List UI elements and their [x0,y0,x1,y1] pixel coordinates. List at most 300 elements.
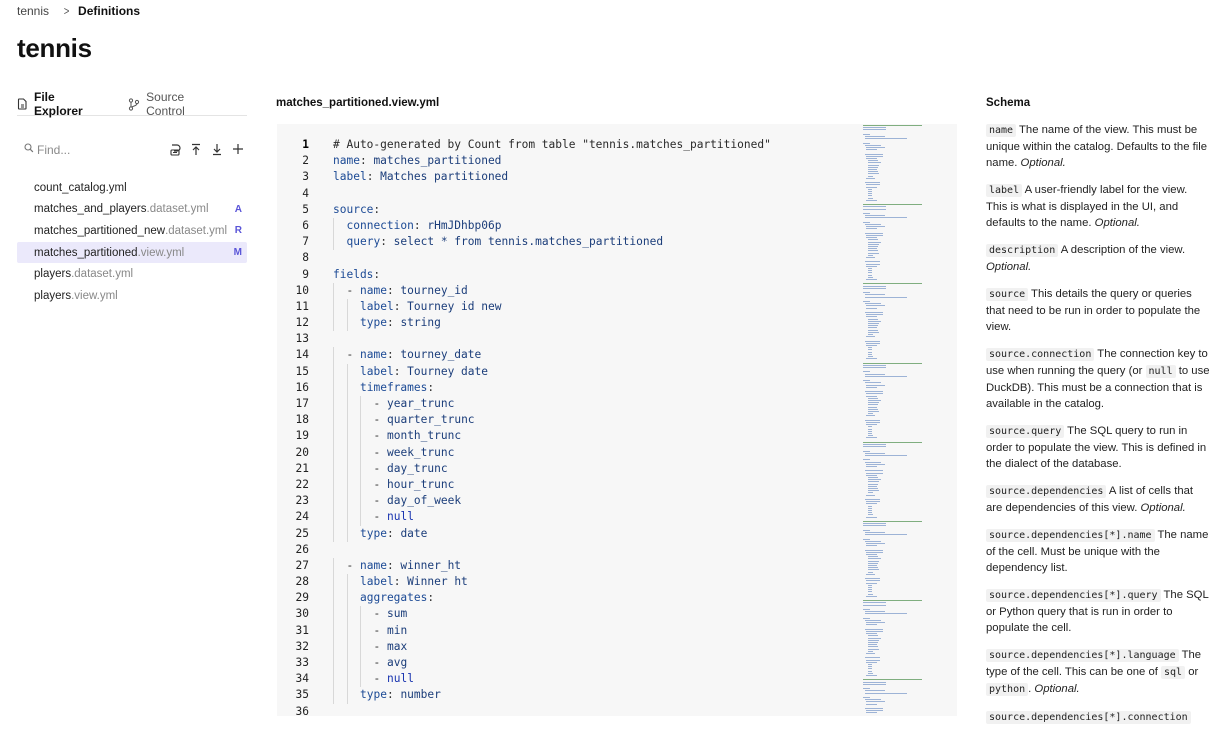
line-number: 7 [302,235,309,249]
file-extension: .view.yml [137,246,185,259]
code-line[interactable] [277,315,957,331]
minimap-line [868,275,873,276]
minimap-line [868,352,873,353]
minimap-line [868,176,873,177]
minimap-line [863,451,870,452]
minimap-line [863,446,886,447]
schema-description: A user-friendly label for the view. This is what is displayed in the UI, and defaults to the name. [986,184,1188,229]
code-colon: : [427,591,441,605]
indent-guide [333,396,334,412]
minimap-line [868,565,878,566]
minimap-line [865,312,883,313]
minimap-line [866,396,877,397]
code-text [347,283,468,299]
file-item[interactable] [17,177,247,199]
code-text [374,428,462,444]
indent-guide [333,428,334,444]
minimap-line [868,506,873,507]
code-dash: - [373,494,387,508]
minimap-line [866,473,883,474]
line-number: 1 [302,138,309,151]
tab-file-explorer-label: File Explorer [34,90,83,118]
code-line[interactable] [277,267,957,283]
code-line[interactable] [277,590,957,606]
schema-entry [986,242,1210,275]
file-item[interactable] [17,285,247,307]
minimap-line [863,213,870,214]
minimap-line [863,459,870,460]
code-line[interactable] [277,704,957,720]
minimap-line [868,411,880,412]
code-line[interactable] [277,526,957,542]
minimap-line [868,404,879,405]
minimap-line [866,343,880,344]
code-line[interactable] [277,623,957,639]
editor-minimap[interactable] [863,124,933,716]
line-number: 17 [295,397,309,410]
indent-guide [347,526,348,542]
minimap-line [868,642,879,643]
minimap-line [865,391,883,392]
minimap-line [866,178,875,179]
code-line[interactable] [277,202,957,218]
minimap-line [866,387,877,388]
code-comment: # Auto-generated by Count from table "tennis.matches_partitioned" [333,138,771,151]
code-line[interactable] [277,186,957,202]
duckdb-icon[interactable] [168,141,182,157]
minimap-line [865,138,907,139]
minimap-line [863,525,886,526]
code-line[interactable] [277,331,957,347]
minimap-line [865,182,880,183]
find-input[interactable] [37,141,157,158]
download-icon[interactable] [210,141,224,157]
indent-guide [333,623,334,639]
schema-key: source.connection [986,348,1094,361]
schema-entry [986,709,1210,726]
tab-file-explorer[interactable] [17,92,100,116]
code-colon: : [386,348,401,362]
minimap-line [868,277,873,278]
minimap-line [863,134,870,135]
minimap-line [866,662,877,663]
code-text [347,234,664,250]
schema-description: The type of the cell. This can be one of [986,649,1202,678]
minimap-line [868,510,873,511]
code-line[interactable] [277,574,957,590]
file-name: count_catalog.yml [34,181,127,194]
code-dash: - [346,348,360,362]
code-line[interactable] [277,655,957,671]
minimap-line [866,158,877,159]
minimap-line [868,195,873,196]
code-dash: - [346,283,360,297]
minimap-line [868,638,882,639]
file-item[interactable] [17,220,247,242]
minimap-line [868,349,873,350]
line-number: 10 [295,283,309,297]
minimap-line [866,345,877,346]
minimap-line [868,193,873,194]
code-colon: : [366,170,381,184]
minimap-line [868,255,873,256]
code-value: quarter_trunc [386,413,475,427]
minimap-line [866,279,877,280]
minimap-line [868,268,873,269]
minimap-line [863,530,870,531]
minimap-line [865,611,886,612]
indent-guide [347,493,348,509]
line-number: 29 [295,591,309,605]
minimap-line [863,125,922,126]
code-key: type [360,526,387,540]
minimap-line [868,321,882,322]
minimap-line [865,613,907,614]
code-line[interactable] [277,380,957,396]
code-dash: - [373,656,387,669]
minimap-line [866,393,883,394]
indent-guide [333,526,334,542]
minimap-line [865,455,907,456]
file-item[interactable] [17,263,247,285]
code-lines[interactable] [277,137,957,720]
line-number: 20 [295,445,309,459]
minimap-line [866,237,877,238]
minimap-line [863,442,922,443]
minimap-line [866,583,877,584]
minimap-line [865,154,883,155]
file-item[interactable] [17,242,247,264]
minimap-line [868,162,882,163]
code-value: null [386,510,414,524]
line-number: 25 [295,526,309,540]
minimap-line [868,160,879,161]
indent-guide [347,477,348,493]
code-value: month_trunc [386,429,462,443]
minimap-line [866,424,877,425]
minimap-line [866,660,880,661]
minimap-line [868,572,873,573]
code-text [333,153,501,169]
code-text [374,509,414,525]
line-number: 4 [302,186,309,200]
code-value: rHmJDhbp06p [427,218,502,232]
minimap-line [865,376,907,377]
code-line[interactable] [277,606,957,622]
schema-key: null [1146,365,1176,378]
code-colon: : [386,688,401,702]
minimap-line [863,127,886,128]
minimap-line [863,684,886,685]
code-line[interactable] [277,461,957,477]
code-colon: : [386,526,401,540]
line-number: 3 [302,170,309,184]
indent-guide [347,623,348,639]
indent-guide [333,558,334,574]
minimap-line [868,640,880,641]
code-colon: : [386,558,401,572]
code-line[interactable] [277,445,957,461]
minimap-line [865,297,907,298]
code-key: label [360,364,394,378]
minimap-line [865,341,880,342]
code-line[interactable] [277,169,957,185]
schema-key: source.dependencies[*].language [986,649,1179,662]
minimap-line [866,622,885,623]
minimap-line [866,235,883,236]
code-line[interactable] [277,396,957,412]
minimap-line [868,644,878,645]
minimap-line [868,567,879,568]
indent-guide [360,655,361,671]
indent-guide [333,655,334,671]
file-item[interactable] [17,199,247,221]
schema-description: or [1185,666,1199,678]
minimap-line [866,305,885,306]
minimap-line [868,173,880,174]
code-colon: : [373,202,387,216]
schema-key: python [986,683,1028,696]
file-name: matches_partitioned_new [34,224,166,237]
indent-guide [347,299,348,315]
code-line[interactable] [277,283,957,299]
minimap-line [866,147,885,148]
minimap-line [863,682,886,683]
schema-key: description [986,244,1058,257]
minimap-line [865,374,886,375]
code-line[interactable] [277,687,957,703]
minimap-line [866,543,885,544]
code-line[interactable] [277,477,957,493]
minimap-line [866,184,880,185]
minimap-line [863,143,870,144]
minimap-line [868,563,879,564]
indent-guide [360,509,361,525]
minimap-line [866,552,883,553]
code-line[interactable] [277,299,957,315]
plus-icon[interactable] [231,141,245,157]
code-line[interactable] [277,558,957,574]
minimap-line [866,545,877,546]
schema-description: This details the query or queries that need to be run in order to populate the view. [986,288,1201,333]
upload-icon[interactable] [189,141,203,157]
minimap-line [868,649,880,650]
code-line[interactable] [277,347,957,363]
minimap-line [866,149,877,150]
code-line[interactable] [277,509,957,525]
code-colon: : [373,267,387,281]
code-value: tourney_date [400,348,482,362]
minimap-line [866,501,880,502]
line-number: 13 [295,332,309,346]
schema-key: source.dependencies [986,485,1106,498]
git-status-badge: R [234,225,242,237]
minimap-line [863,286,886,287]
breadcrumb-root-link[interactable]: tennis [17,4,50,18]
minimap-line [866,226,885,227]
minimap-line [866,624,877,625]
code-line[interactable] [277,364,957,380]
indent-guide [333,218,334,234]
breadcrumb-current: Definitions [78,4,141,18]
code-dash: - [373,461,387,475]
minimap-line [868,589,873,590]
line-number: 12 [295,316,309,330]
code-key: label [360,575,394,589]
code-colon: : [393,575,408,589]
code-line[interactable] [277,137,957,153]
file-extension: .dataset.yml [165,224,228,237]
minimap-line [868,398,879,399]
line-number: 14 [295,348,309,362]
code-dash: - [373,397,387,410]
minimap-line [865,693,907,694]
code-text [374,477,455,493]
code-value: day_of_week [386,494,462,508]
indent-guide [347,509,348,525]
line-number: 27 [295,558,309,572]
sidebar [17,92,247,307]
code-line[interactable] [277,153,957,169]
code-editor[interactable] [277,124,957,716]
minimap-line [865,578,880,579]
indent-guide [333,493,334,509]
code-text [360,380,441,396]
minimap-line [866,200,877,201]
line-number: 18 [295,413,309,427]
schema-entry [986,483,1210,516]
minimap-line [868,486,878,487]
file-name: matches_and_players [34,203,147,216]
code-value: string [400,316,441,330]
indent-guide [333,364,334,380]
code-value: year_trunc [386,397,455,410]
code-text [374,461,448,477]
minimap-line [865,690,886,691]
minimap-line [868,323,880,324]
minimap-line [868,429,873,430]
code-value: null [386,672,414,686]
code-line[interactable] [277,542,957,558]
code-line[interactable] [277,428,957,444]
indent-guide [347,461,348,477]
code-line[interactable] [277,218,957,234]
tab-source-control-label: Source Control [146,90,185,118]
minimap-line [865,708,883,709]
minimap-line [868,239,879,240]
tab-source-control[interactable] [128,92,219,116]
minimap-line [865,382,881,383]
indent-guide [360,461,361,477]
indent-guide [347,574,348,590]
file-extension: .view.yml [71,289,118,302]
minimap-line [865,470,883,471]
minimap-line [868,585,873,586]
minimap-line [863,600,922,601]
minimap-line [868,325,879,326]
code-line[interactable] [277,671,957,687]
code-line[interactable] [277,639,957,655]
indent-guide [333,461,334,477]
indent-guide [347,687,348,703]
minimap-line [868,508,873,509]
minimap-line [866,633,877,634]
minimap-line [868,587,873,588]
code-line[interactable] [277,234,957,250]
minimap-line [863,204,922,205]
line-number: 36 [295,704,309,718]
minimap-line [863,301,870,302]
indent-guide [333,315,334,331]
line-number: 19 [295,429,309,443]
code-text [333,169,508,185]
file-list [17,177,247,307]
minimap-line [863,367,886,368]
indent-guide [347,380,348,396]
minimap-line [868,591,873,592]
minimap-line [865,303,881,304]
minimap-line [865,550,883,551]
breadcrumb [17,4,140,18]
code-line[interactable] [277,493,957,509]
code-dash: - [373,672,387,686]
minimap-line [866,266,877,267]
code-value: matches_partitioned [373,154,502,168]
code-text [374,396,455,412]
minimap-line [866,517,877,518]
code-text [374,655,408,671]
code-key: name [333,154,360,168]
code-key: name [359,348,387,362]
minimap-line [866,422,880,423]
code-text [347,558,462,574]
minimap-line [863,602,886,603]
minimap-line [868,171,879,172]
minimap-line [868,272,873,273]
code-line[interactable] [277,412,957,428]
minimap-line [865,462,881,463]
minimap-line [863,222,870,223]
sidebar-tabs [17,92,247,116]
indent-guide [347,364,348,380]
schema-entry [986,182,1210,231]
code-dash: - [373,607,387,621]
minimap-line [868,558,882,559]
code-key: aggregates [360,591,428,605]
code-text [374,445,455,461]
schema-optional: Optional. [1094,217,1140,229]
minimap-line [863,206,886,207]
minimap-line [865,532,886,533]
schema-description: The SQL query to run in order to populate the view. This is defined in the dialect of the database. [986,425,1207,470]
minimap-line [868,477,879,478]
minimap-line [866,475,877,476]
code-dash: - [373,510,387,524]
schema-description: The name of the cell. Must be unique with the dependency list. [986,529,1209,574]
code-line[interactable] [277,250,957,266]
code-key: connection [346,218,414,232]
indent-guide [333,380,334,396]
code-value: day_trunc [386,461,448,475]
minimap-line [865,224,881,225]
code-text [333,137,771,153]
line-number: 9 [302,267,309,281]
minimap-line [868,334,873,335]
minimap-line [866,701,885,702]
minimap-line [868,409,879,410]
code-value: Tourney date [407,364,488,378]
line-number: 23 [295,494,309,508]
